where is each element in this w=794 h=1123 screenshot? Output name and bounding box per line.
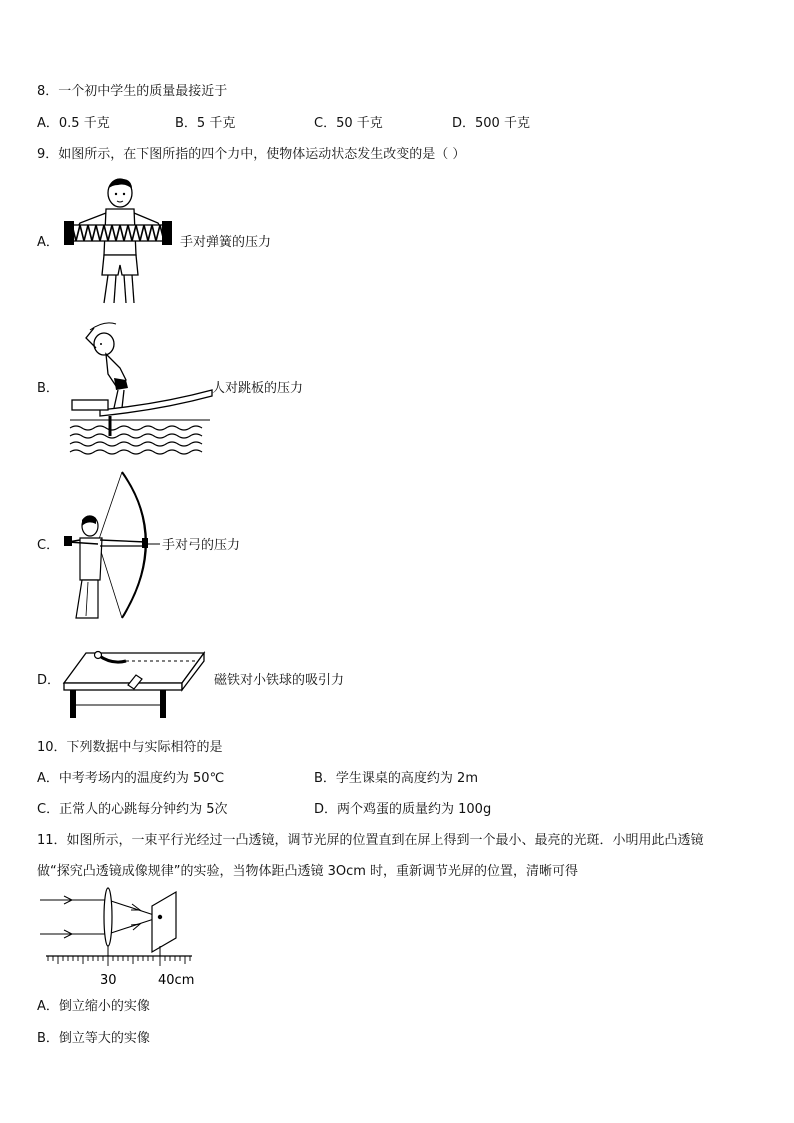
- q10-stem: 10．下列数据中与实际相符的是: [37, 740, 223, 755]
- q8-option-d: D．500 千克: [452, 116, 530, 131]
- q8-option-c: C．50 千克: [314, 116, 383, 131]
- q11-stem-line2: 做“探究凸透镜成像规律”的实验，当物体距凸透镜 3Ocm 时，重新调节光屏的位置，清晰可得: [37, 864, 579, 879]
- q8-option-b: B．5 千克: [175, 116, 236, 131]
- q9-option-c-caption: 手对弓的压力: [162, 538, 241, 553]
- q9-stem: 9．如图所示，在下图所指的四个力中，使物体运动状态发生改变的是（ ）: [37, 147, 466, 162]
- spring-stretch-figure: [60, 175, 175, 305]
- q9-option-d-letter: D．: [37, 673, 61, 688]
- q9-option-b-caption: 人对跳板的压力: [212, 381, 304, 396]
- q11-stem-line1: 11．如图所示，一束平行光经过一凸透镜，调节光屏的位置直到在屏上得到一个最小、最亮的光斑．小明用此凸透镜: [37, 833, 704, 848]
- q8-option-a: A．0.5 千克: [37, 116, 110, 131]
- q11-option-b: B．倒立等大的实像: [37, 1031, 150, 1046]
- magnet-table-figure: [64, 645, 209, 721]
- q10-option-a: A．中考考场内的温度约为 50℃: [37, 771, 225, 786]
- q9-option-c-letter: C．: [37, 538, 60, 553]
- q11-option-a: A．倒立缩小的实像: [37, 999, 150, 1014]
- convex-lens-diagram: [36, 886, 196, 992]
- diving-board-figure: [70, 318, 215, 456]
- q9-option-d-caption: 磁铁对小铁球的吸引力: [214, 673, 345, 688]
- q9-option-a-letter: A．: [37, 235, 59, 250]
- q9-option-b-letter: B．: [37, 381, 59, 396]
- ruler-label-40cm: 40cm: [158, 973, 195, 988]
- q10-option-b: B．学生课桌的高度约为 2m: [314, 771, 478, 786]
- ruler-ticks: [48, 956, 190, 966]
- q10-option-c: C．正常人的心跳每分钟约为 5次: [37, 802, 228, 817]
- q9-option-a-caption: 手对弹簧的压力: [180, 235, 272, 250]
- q10-option-d: D．两个鸡蛋的质量约为 100g: [314, 802, 492, 817]
- archer-bow-figure: [62, 470, 172, 620]
- ruler-label-30: 30: [100, 973, 117, 988]
- q8-stem: 8．一个初中学生的质量最接近于: [37, 84, 228, 99]
